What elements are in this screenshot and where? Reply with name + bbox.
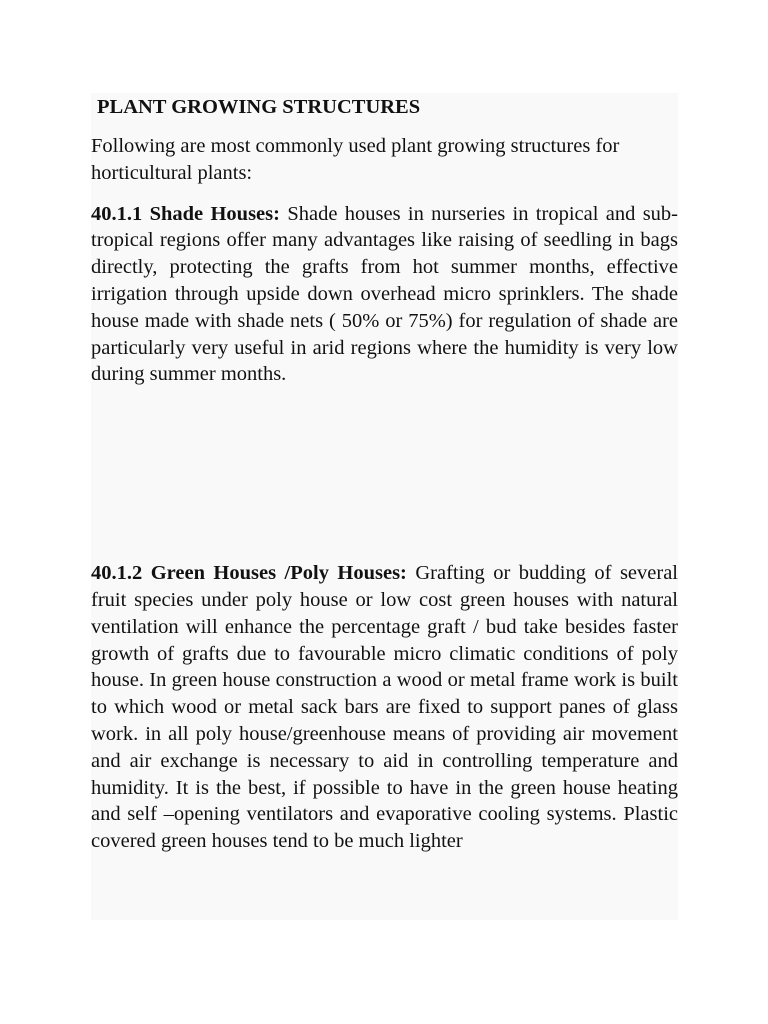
intro-paragraph: Following are most commonly used plant growing structures for horticultural plants: [91,135,620,184]
section-body: Shade houses in nurseries in tropical and sub-tropical regions offer many advantages like raising of seedling in bags directly, protecting the grafts from hot summer months, effective irrigation through upside down overhead micro sprinklers. The shade house made with shade nets ( 50% or 75%) for regulation of shade are particularly very useful in arid regions where the humidity is very low during summer months. [91,202,679,386]
section-green-houses [91,560,678,855]
document-title: PLANT GROWING STRUCTURES [97,96,421,118]
section-shade-houses [91,201,678,389]
section-body: Grafting or budding of several fruit species under poly house or low cost green houses with natural ventilation will enhance the percentage graft / bud take besides faster growth of grafts due to favourable micro climatic conditions of poly house. In green house construction a wood or metal frame work is built to which wood or metal sack bars are fixed to support panes of glass work. in all poly house/greenhouse means of providing air movement and air exchange is necessary to aid in controlling temperature and humidity. It is the best, if possible to have in the green house heating and self –opening ventilators and evaporative cooling systems. Plastic covered green houses tend to be much lighter [91,562,678,853]
section-heading: 40.1.1 Shade Houses: [91,202,280,225]
section-heading: 40.1.2 Green Houses /Poly Houses: [91,562,407,585]
document-body [91,93,678,855]
